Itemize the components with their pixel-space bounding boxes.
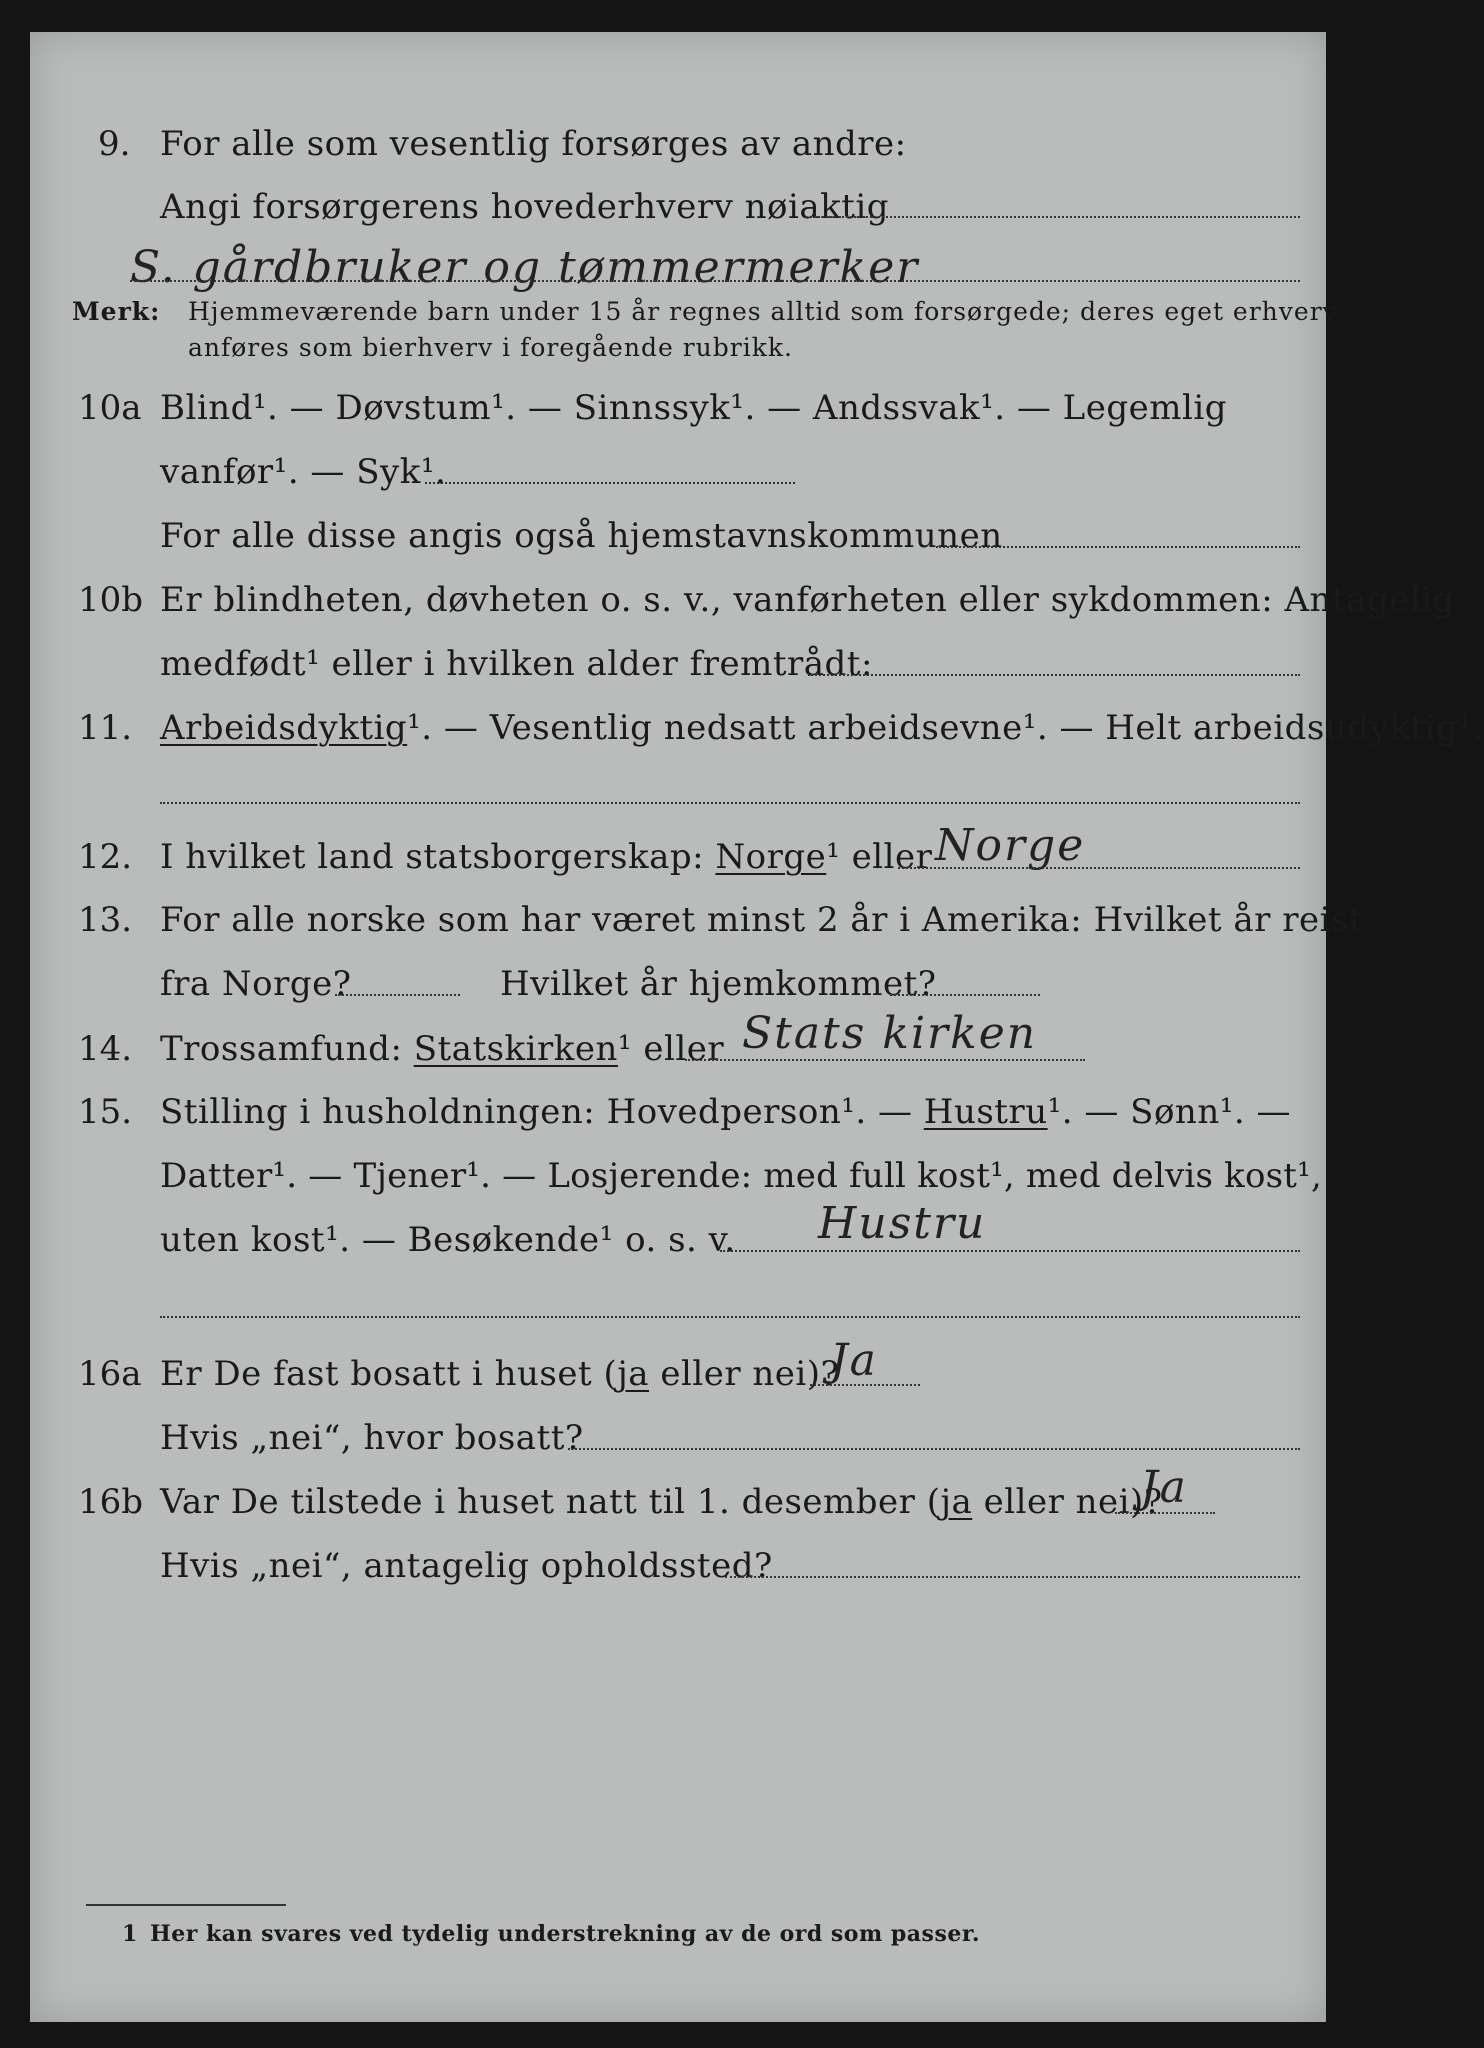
question-13-line-1: For alle norske som har været minst 2 år i Amerika: Hvilket år reist [160, 900, 1364, 940]
question-12-number: 12. [78, 837, 133, 877]
question-10a-dotted-line-2 [936, 546, 1300, 548]
question-9-answer-line [130, 280, 1300, 282]
question-14-handwritten-answer: Stats kirken [742, 1008, 1038, 1059]
question-10b-dotted-line [808, 674, 1300, 676]
question-16b-line-1 [160, 1482, 1163, 1522]
question-16b-dotted-line [1115, 1512, 1215, 1514]
question-9-line-1: For alle som vesentlig forsørges av andre: [160, 124, 907, 164]
question-10b-line-1: Er blindheten, døvheten o. s. v., vanførheten eller sykdommen: Antagelig [160, 580, 1455, 620]
question-16a-line-1b: eller nei)? [649, 1354, 840, 1394]
question-10b-line-2: medfødt¹ eller i hvilken alder fremtrådt: [160, 644, 873, 684]
footnote-rule [86, 1904, 286, 1906]
question-11-option-arbeidsdyktig: Arbeidsdyktig [160, 708, 408, 748]
question-15-dotted-line [720, 1250, 1300, 1252]
question-12-dotted-line [898, 867, 1300, 869]
question-9-dotted-line [805, 216, 1300, 218]
question-10b-number: 10b [78, 580, 144, 620]
question-16b-line-1b: eller nei)? [972, 1482, 1163, 1522]
question-14-text [160, 1029, 724, 1069]
question-10a-number: 10a [78, 388, 142, 428]
question-16a-line-1a: Er De fast bosatt i huset ( [160, 1354, 618, 1394]
question-14-dotted-line [685, 1059, 1085, 1061]
merk-line-1: Hjemmeværende barn under 15 år regnes alltid som forsørgede; deres eget erhverv [188, 297, 1338, 326]
question-16a-handwritten-answer: Ja [830, 1335, 878, 1386]
question-9-line-2: Angi forsørgerens hovederhverv nøiaktig [160, 187, 890, 227]
question-14-pre: Trossamfund: [160, 1029, 403, 1069]
question-12-text [160, 837, 932, 877]
question-16b-number: 16b [78, 1482, 144, 1522]
question-15-handwritten-answer: Hustru [818, 1198, 987, 1249]
question-14-number: 14. [78, 1029, 133, 1069]
question-16a-number: 16a [78, 1354, 142, 1394]
question-10a-line-3: For alle disse angis også hjemstavnskommunen [160, 516, 1003, 556]
question-16b-line-2: Hvis „nei“, antagelig opholdssted? [160, 1546, 773, 1586]
question-15-line-1a: Stilling i husholdningen: Hovedperson¹. — [160, 1092, 913, 1132]
question-13-line-2b: Hvilket år hjemkommet? [500, 964, 937, 1004]
question-16a-line-1 [160, 1354, 839, 1394]
merk-label: Merk: [72, 297, 161, 326]
question-16b-line-1a: Var De tilstede i huset natt til 1. desember ( [160, 1482, 941, 1522]
question-16a-line-2: Hvis „nei“, hvor bosatt? [160, 1418, 584, 1458]
question-11-rest: ¹. — Vesentlig nedsatt arbeidsevne¹. — Helt arbeidsudyktig¹. [407, 708, 1484, 748]
question-14-option-statskirken: Statskirken [413, 1029, 618, 1069]
footnote-text: Her kan svares ved tydelig understrekning av de ord som passer. [150, 1921, 981, 1947]
question-15-option-hustru: Hustru [923, 1092, 1048, 1132]
question-16b-handwritten-answer: Ja [1140, 1462, 1188, 1513]
question-11-text [160, 708, 1484, 748]
question-12-handwritten-answer: Norge [935, 820, 1086, 871]
question-13-dotted-line-b [890, 994, 1040, 996]
question-11-dotted-line [160, 802, 1300, 804]
question-15-line-2: Datter¹. — Tjener¹. — Losjerende: med full kost¹, med delvis kost¹, [160, 1156, 1322, 1196]
question-10a-line-1: Blind¹. — Døvstum¹. — Sinnssyk¹. — Andssvak¹. — Legemlig [160, 388, 1227, 428]
question-12-pre: I hvilket land statsborgerskap: [160, 837, 705, 877]
question-15-line-1 [160, 1092, 1291, 1132]
footnote-mark: 1 [122, 1921, 138, 1947]
question-15-dotted-line-2 [160, 1316, 1300, 1318]
merk-line-2: anføres som bierhverv i foregående rubrikk. [188, 333, 793, 362]
question-12-post: ¹ eller [826, 837, 933, 877]
question-16a-option-ja: ja [617, 1354, 650, 1394]
question-10a-dotted-line [425, 482, 795, 484]
question-10a-line-2: vanfør¹. — Syk¹. [160, 452, 447, 492]
question-14-post: ¹ eller [617, 1029, 725, 1069]
question-16a-dotted-line-2 [568, 1448, 1300, 1450]
question-9-number: 9. [98, 124, 131, 164]
question-16b-option-ja: ja [940, 1482, 973, 1522]
question-16b-dotted-line-2 [725, 1576, 1300, 1578]
question-11-number: 11. [78, 708, 133, 748]
question-12-option-norge: Norge [715, 837, 827, 877]
question-15-line-1b: ¹. — Sønn¹. — [1047, 1092, 1291, 1132]
question-16a-dotted-line [810, 1384, 920, 1386]
question-15-line-3: uten kost¹. — Besøkende¹ o. s. v. [160, 1220, 736, 1260]
question-13-dotted-line-a [335, 994, 460, 996]
question-13-line-2a: fra Norge? [160, 964, 352, 1004]
question-9-handwritten-answer: S. gårdbruker og tømmermerker [130, 242, 920, 293]
census-form-page [30, 32, 1484, 2022]
question-13-number: 13. [78, 900, 133, 940]
question-15-number: 15. [78, 1092, 133, 1132]
